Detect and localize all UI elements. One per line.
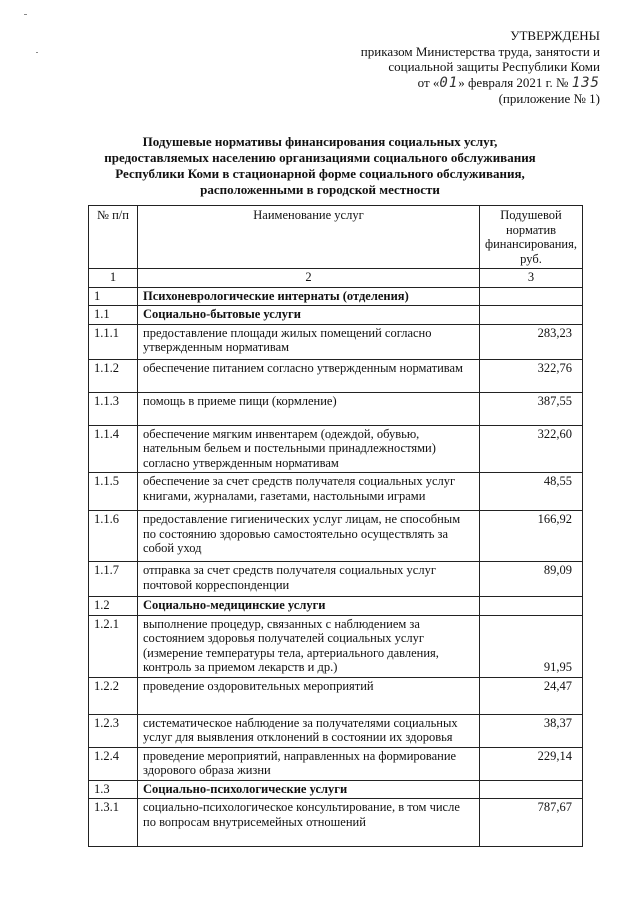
row-number: 1.1 (89, 306, 138, 325)
service-row (89, 324, 583, 359)
row-number: 1.2.2 (89, 677, 138, 714)
section-row (89, 287, 583, 306)
norm-value: 283,23 (480, 324, 583, 359)
service-name: помощь в приеме пищи (кормление) (138, 392, 480, 425)
approval-heading: УТВЕРЖДЕНЫ (510, 28, 600, 43)
service-row (89, 799, 583, 847)
service-name: обеспечение за счет средств получателя социальных услуг книгами, журналами, газетами, настольными играми (138, 473, 480, 511)
row-number: 1.1.2 (89, 359, 138, 392)
service-row (89, 425, 583, 473)
service-row (89, 747, 583, 780)
service-name: обеспечение питанием согласно утвержденным нормативам (138, 359, 480, 392)
date-middle: » февраля 2021 г. № (458, 74, 569, 90)
service-row (89, 511, 583, 562)
title-line-4: расположенными в городской местности (200, 182, 440, 197)
row-number: 1.1.5 (89, 473, 138, 511)
norm-value: 387,55 (480, 392, 583, 425)
norm-value: 787,67 (480, 799, 583, 847)
norm-value: 48,55 (480, 473, 583, 511)
norm-value (480, 780, 583, 799)
service-name: проведение оздоровительных мероприятий (138, 677, 480, 714)
handwritten-order-number: 135 (571, 74, 600, 91)
header-service-name: Наименование услуг (138, 206, 480, 269)
row-number: 1.1.1 (89, 324, 138, 359)
row-number: 1 (89, 287, 138, 306)
service-row (89, 473, 583, 511)
section-row (89, 306, 583, 325)
row-number: 1.1.6 (89, 511, 138, 562)
norms-table (88, 205, 583, 847)
section-title: Психоневрологические интернаты (отделения) (138, 287, 480, 306)
column-number: 2 (138, 269, 480, 288)
header-norm: Подушевой норматив финансирования, руб. (480, 206, 583, 269)
column-number: 3 (480, 269, 583, 288)
row-number: 1.2 (89, 597, 138, 616)
row-number: 1.2.3 (89, 714, 138, 747)
date-prefix: от « (417, 74, 440, 90)
section-title: Социально-бытовые услуги (138, 306, 480, 325)
section-title: Социально-психологические услуги (138, 780, 480, 799)
service-row (89, 677, 583, 714)
norm-value: 38,37 (480, 714, 583, 747)
norm-value: 166,92 (480, 511, 583, 562)
service-name: проведение мероприятий, направленных на формирование здорового образа жизни (138, 747, 480, 780)
column-number-row (89, 269, 583, 288)
scan-speck (24, 14, 27, 15)
scan-speck (36, 52, 38, 53)
title-line-3: Республики Коми в стационарной форме социального обслуживания, (115, 166, 525, 181)
title-line-1: Подушевые нормативы финансирования социальных услуг, (142, 134, 498, 149)
norm-value: 89,09 (480, 562, 583, 597)
service-row (89, 615, 583, 677)
row-number: 1.2.4 (89, 747, 138, 780)
title-line-2: предоставляемых населению организациями социального обслуживания (104, 150, 536, 165)
service-name: обеспечение мягким инвентарем (одеждой, обувью, нательным бельем и постельными принадлежностями) согласно утвержденным нормативам (138, 425, 480, 473)
row-number: 1.1.7 (89, 562, 138, 597)
row-number: 1.2.1 (89, 615, 138, 677)
approval-stamp-block (361, 28, 600, 107)
service-name: выполнение процедур, связанных с наблюдением за состоянием здоровья получателей социальных услуг (измерение температуры тела, артериального давления, контроль за приемом лекарств и др.) (138, 615, 480, 677)
service-name: систематическое наблюдение за получателями социальных услуг для выявления отклонений в состоянии их здоровья (138, 714, 480, 747)
norm-value (480, 597, 583, 616)
handwritten-day: 01 (439, 74, 459, 91)
norm-value (480, 287, 583, 306)
service-name: предоставление площади жилых помещений согласно утвержденным нормативам (138, 324, 480, 359)
document-title (0, 134, 640, 198)
service-row (89, 392, 583, 425)
service-row (89, 714, 583, 747)
row-number: 1.3.1 (89, 799, 138, 847)
approval-ministry-line: социальной защиты Республики Коми (388, 59, 600, 74)
norm-value: 91,95 (480, 615, 583, 677)
norm-value (480, 306, 583, 325)
approval-date-line (361, 75, 600, 92)
norm-value: 322,76 (480, 359, 583, 392)
row-number: 1.3 (89, 780, 138, 799)
service-row (89, 359, 583, 392)
section-row (89, 780, 583, 799)
approval-order-line: приказом Министерства труда, занятости и (360, 43, 600, 59)
section-row (89, 597, 583, 616)
service-row (89, 562, 583, 597)
column-number: 1 (89, 269, 138, 288)
row-number: 1.1.4 (89, 425, 138, 473)
row-number: 1.1.3 (89, 392, 138, 425)
service-name: социально-психологическое консультирование, в том числе по вопросам внутрисемейных отношений (138, 799, 480, 847)
norm-value: 24,47 (480, 677, 583, 714)
section-title: Социально-медицинские услуги (138, 597, 480, 616)
appendix-note: (приложение № 1) (498, 91, 600, 106)
norm-value: 229,14 (480, 747, 583, 780)
service-name: предоставление гигиенических услуг лицам, не способным по состоянию здоровью самостоятельно осуществлять за собой уход (138, 511, 480, 562)
service-name: отправка за счет средств получателя социальных услуг почтовой корреспонденции (138, 562, 480, 597)
header-number: № п/п (89, 206, 138, 269)
norm-value: 322,60 (480, 425, 583, 473)
table-header-row (89, 206, 583, 269)
